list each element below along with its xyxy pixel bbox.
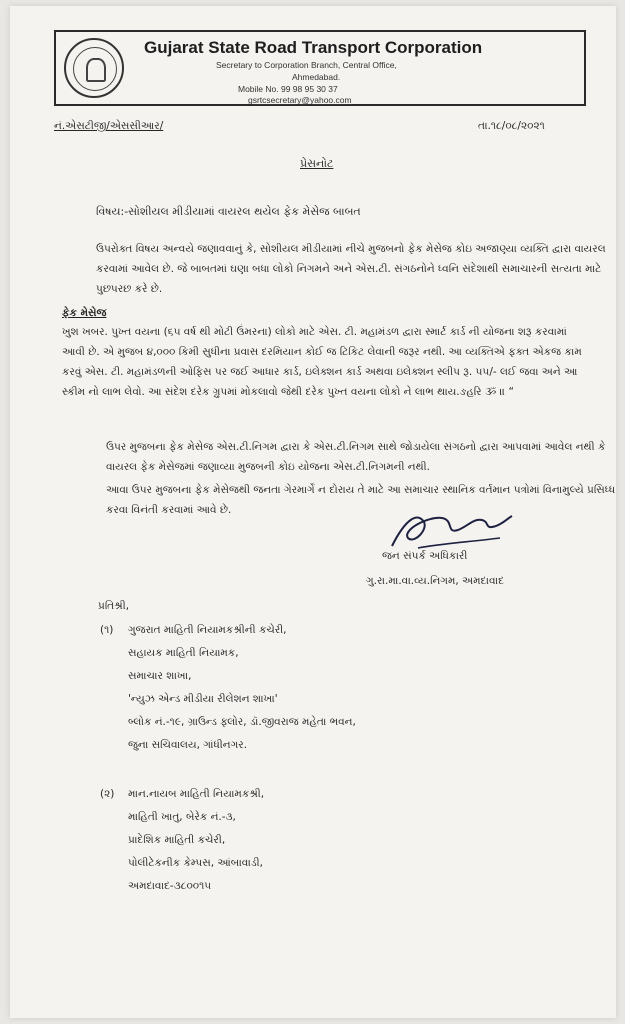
signatory-title: જન સંપર્ક અધિકારી [382, 550, 468, 562]
signatory-organization: ગુ.રા.મા.વા.વ્ય.નિગમ, અમદાવાદ [366, 575, 504, 587]
address-line: સમાચાર શાખા, [128, 670, 192, 682]
address-line: માહિતી ખાતુ, બેરેક નં.-૩, [128, 811, 236, 823]
recipient-number: (૧) [100, 624, 114, 636]
address-line: સહાયક માહિતી નિયામક, [128, 647, 239, 659]
address-line: જુના સચિવાલય, ગાંધીનગર. [128, 739, 248, 751]
office-line-1: Secretary to Corporation Branch, Central Office, [216, 60, 397, 70]
email-address: gsrtcsecretary@yahoo.com [248, 95, 352, 105]
mobile-number: Mobile No. 99 98 95 30 37 [238, 84, 338, 94]
page-title: પ્રેસનોટ [300, 157, 334, 170]
intro-paragraph: ઉપરોક્ત વિષય અન્વયે જણાવવાનું કે, સોશીયલ મીડીયામાં નીચે મુજબનો ફેક મેસેજ કોઇ અજાણ્યા વ્યક્તિ દ્વારા વાયરલ કરવામાં આવેલ છે. જે બાબતમાં ઘણા બધા લોકો નિગમને અને એસ.ટી. સંગઠનોને ધ્વનિ સંદેશાથી સમાચારની સત્યતા માટે પુછપરછ કરે છે. [96, 243, 606, 295]
address-line: 'ન્યુઝ એન્ડ મીડીયા રીલેશન શાખા' [128, 693, 278, 705]
clarification-paragraph: ઉપર મુજબના ફેક મેસેજ એસ.ટી.નિગમ દ્વારા કે એસ.ટી.નિગમ સાથે જોડાયેલા સંગઠનો દ્વારા આપવામાં આવેલ નથી કે વાયરલ ફેક મેસેજમાં જણાવ્યા મુજબની કોઇ યોજના એસ.ટી.નિગમની નથી. [106, 441, 606, 473]
signature-icon [388, 508, 518, 556]
address-line: અમદાવાદ-૩૮૦૦૧૫ [128, 880, 212, 892]
subject-line: વિષય:-સોશીયલ મીડીયામાં વાયરલ થયેલ ફેક મેસેજ બાબત [96, 205, 361, 218]
request-paragraph: આવા ઉપર મુજબના ફેક મેસેજથી જનતા ગેરમાર્ગે ન દોરાય તે માટે આ સમાચાર સ્થાનિક વર્તમાન પત્રોમાં વિનામુલ્યે પ્રસિધ્ધ કરવા વિનંતી કરવામાં આવે છે. [106, 484, 616, 516]
office-line-2: Ahmedabad. [292, 72, 341, 82]
address-line: બ્લોક નં.-૧૯, ગ્રાઉન્ડ ફ્લોર, ડૉ.જીવરાજ મહેતા ભવન, [128, 716, 356, 728]
fake-message-heading: ફેક મેસેજ [62, 307, 107, 319]
fake-message-body: ખુશ ખબર. પુખ્ત વયના (૬૫ વર્ષ થી મોટી ઉંમરના) લોકો માટે એસ. ટી. મહામંડળ દ્વારા સ્માર્ટ કાર્ડ ની યોજના શરૂ કરવામાં આવી છે. એ મુજબ ૪,૦૦૦ કિમી સુધીના પ્રવાસ દરમિયાન કોઈ જ ટિકિટ લેવાની જરૂર નથી. આ વ્યક્તિએ ફક્ત એકજ કામ કરવું એસ. ટી. મહામંડળની ઓફિસ પર જઈ આધાર કાર્ડ, ઇલેક્શન કાર્ડ અથવા ઇલેક્શન સ્લીપ રૂ. ૫૫/- લઈ જવા અને આ સ્કીમ નો લાભ લેવો. આ સંદેશ દરેક ગ્રુપમાં મોકલાવો જેથી દરેક પુખ્ત વયના લોકો ને લાભ થાય.ઙહરિ ૐ ॥ “ [62, 326, 582, 398]
letterhead [54, 30, 586, 106]
reference-number: નં.એસટીજી/એસસીઆર/ [54, 120, 164, 132]
corporation-seal-icon [64, 38, 124, 98]
address-line: પોલીટેકનીક કેમ્પસ, આંબાવાડી, [128, 857, 263, 869]
address-line: ગુજરાત માહિતી નિયામકશ્રીની કચેરી, [128, 624, 287, 636]
address-line: માન.નાયબ માહિતી નિયામકશ્રી, [128, 788, 265, 800]
date: તા.૧૮/૦૮/૨૦૨૧ [478, 120, 545, 132]
recipient-number: (૨) [100, 788, 115, 800]
address-line: પ્રાદેશિક માહિતી કચેરી, [128, 834, 226, 846]
organization-name: Gujarat State Road Transport Corporation [144, 38, 483, 57]
copy-to-heading: પ્રતિશ્રી, [98, 600, 130, 612]
